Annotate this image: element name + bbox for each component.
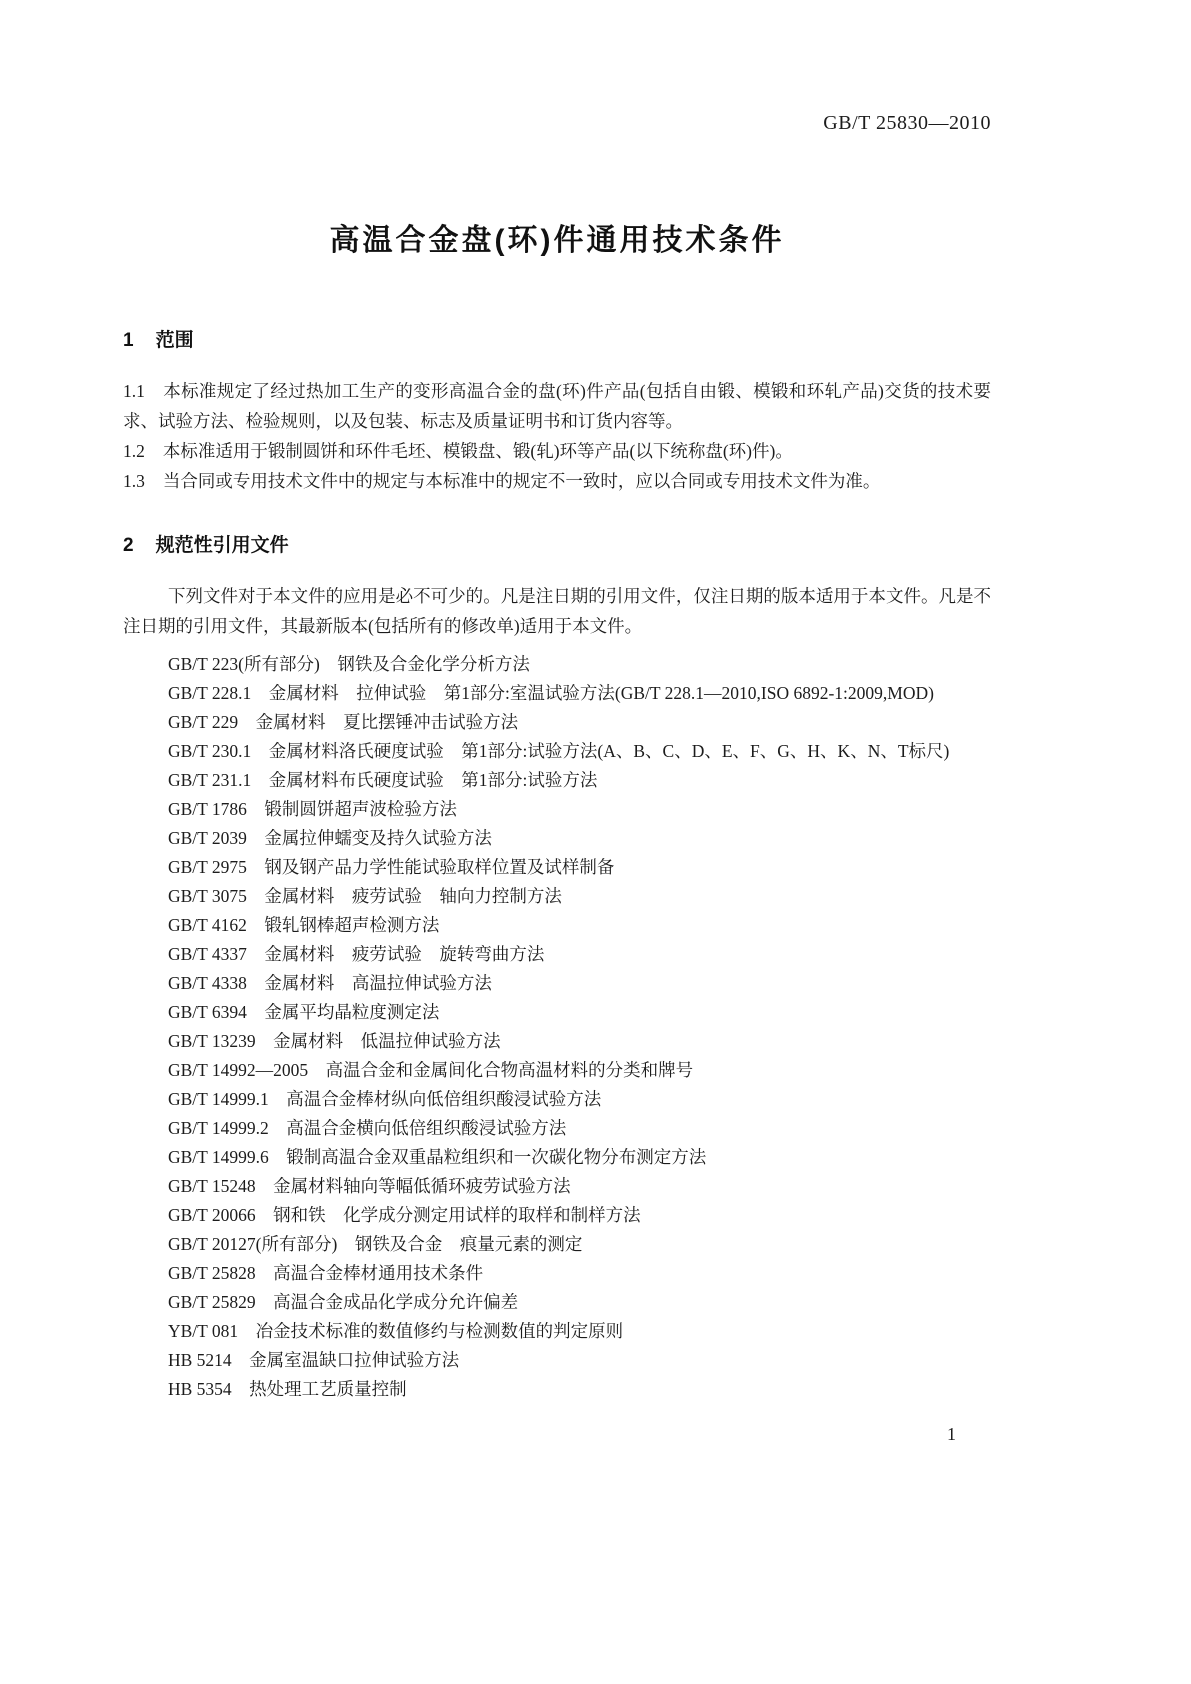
clause-number: 1.3 [123, 471, 145, 491]
reference-item: GB/T 229 金属材料 夏比摆锤冲击试验方法 [168, 712, 519, 732]
page-number: 1 [947, 1424, 956, 1444]
reference-item: GB/T 6394 金属平均晶粒度测定法 [168, 1002, 440, 1022]
section-heading-references [123, 530, 991, 557]
reference-item: GB/T 25828 高温合金棒材通用技术条件 [168, 1263, 484, 1283]
reference-item: GB/T 230.1 金属材料洛氏硬度试验 第1部分:试验方法(A、B、C、D、E、F、G、H、K、N、T标尺) [168, 741, 950, 761]
reference-item: GB/T 15248 金属材料轴向等幅低循环疲劳试验方法 [168, 1176, 571, 1196]
reference-item: GB/T 14999.6 锻制高温合金双重晶粒组织和一次碳化物分布测定方法 [168, 1147, 707, 1167]
clause-text: 本标准适用于锻制圆饼和环件毛坯、模锻盘、锻(轧)环等产品(以下统称盘(环)件)。 [162, 441, 793, 461]
section-title: 范围 [155, 330, 194, 351]
section-heading-scope [123, 325, 991, 352]
reference-item: HB 5214 金属室温缺口拉伸试验方法 [168, 1350, 460, 1370]
section-number: 1 [123, 330, 134, 351]
section-number: 2 [123, 535, 134, 556]
reference-item: GB/T 228.1 金属材料 拉伸试验 第1部分:室温试验方法(GB/T 228.1—2010,ISO 6892-1:2009,MOD) [168, 683, 934, 703]
clause-1-3 [123, 466, 991, 496]
clause-number: 1.2 [123, 441, 145, 461]
reference-item: GB/T 231.1 金属材料布氏硬度试验 第1部分:试验方法 [168, 770, 598, 790]
reference-item: GB/T 14999.2 高温合金横向低倍组织酸浸试验方法 [168, 1118, 567, 1138]
reference-item: GB/T 2039 金属拉伸蠕变及持久试验方法 [168, 828, 492, 848]
reference-item: GB/T 20127(所有部分) 钢铁及合金 痕量元素的测定 [168, 1234, 583, 1254]
clause-1-1 [123, 376, 991, 436]
references-list [123, 650, 991, 1404]
clause-1-2 [123, 436, 991, 466]
section-scope [123, 325, 991, 496]
references-intro: 下列文件对于本文件的应用是必不可少的。凡是注日期的引用文件，仅注日期的版本适用于本文件。凡是不注日期的引用文件，其最新版本(包括所有的修改单)适用于本文件。 [123, 586, 991, 636]
reference-item: GB/T 4162 锻轧钢棒超声检测方法 [168, 915, 440, 935]
clause-number: 1.1 [123, 381, 145, 401]
reference-item: HB 5354 热处理工艺质量控制 [168, 1379, 407, 1399]
scope-clauses [123, 376, 991, 496]
reference-item: GB/T 13239 金属材料 低温拉伸试验方法 [168, 1031, 501, 1051]
reference-item: GB/T 14992—2005 高温合金和金属间化合物高温材料的分类和牌号 [168, 1060, 694, 1080]
section-title: 规范性引用文件 [155, 535, 289, 556]
document-title: 高温合金盘(环)件通用技术条件 [329, 224, 785, 257]
reference-item: GB/T 14999.1 高温合金棒材纵向低倍组织酸浸试验方法 [168, 1089, 602, 1109]
clause-text: 当合同或专用技术文件中的规定与本标准中的规定不一致时，应以合同或专用技术文件为准。 [162, 471, 881, 491]
reference-item: GB/T 20066 钢和铁 化学成分测定用试样的取样和制样方法 [168, 1205, 641, 1225]
clause-text: 本标准规定了经过热加工生产的变形高温合金的盘(环)件产品(包括自由锻、模锻和环轧产品)交货的技术要求、试验方法、检验规则，以及包装、标志及质量证明书和订货内容等。 [123, 381, 991, 431]
standard-number: GB/T 25830—2010 [823, 112, 991, 134]
reference-item: GB/T 1786 锻制圆饼超声波检验方法 [168, 799, 457, 819]
reference-item: YB/T 081 冶金技术标准的数值修约与检测数值的判定原则 [168, 1321, 624, 1341]
reference-item: GB/T 223(所有部分) 钢铁及合金化学分析方法 [168, 654, 530, 674]
reference-item: GB/T 4338 金属材料 高温拉伸试验方法 [168, 973, 492, 993]
reference-item: GB/T 2975 钢及钢产品力学性能试验取样位置及试样制备 [168, 857, 615, 877]
reference-item: GB/T 3075 金属材料 疲劳试验 轴向力控制方法 [168, 886, 562, 906]
reference-item: GB/T 25829 高温合金成品化学成分允许偏差 [168, 1292, 519, 1312]
reference-item: GB/T 4337 金属材料 疲劳试验 旋转弯曲方法 [168, 944, 545, 964]
section-normative-references [123, 530, 991, 1404]
